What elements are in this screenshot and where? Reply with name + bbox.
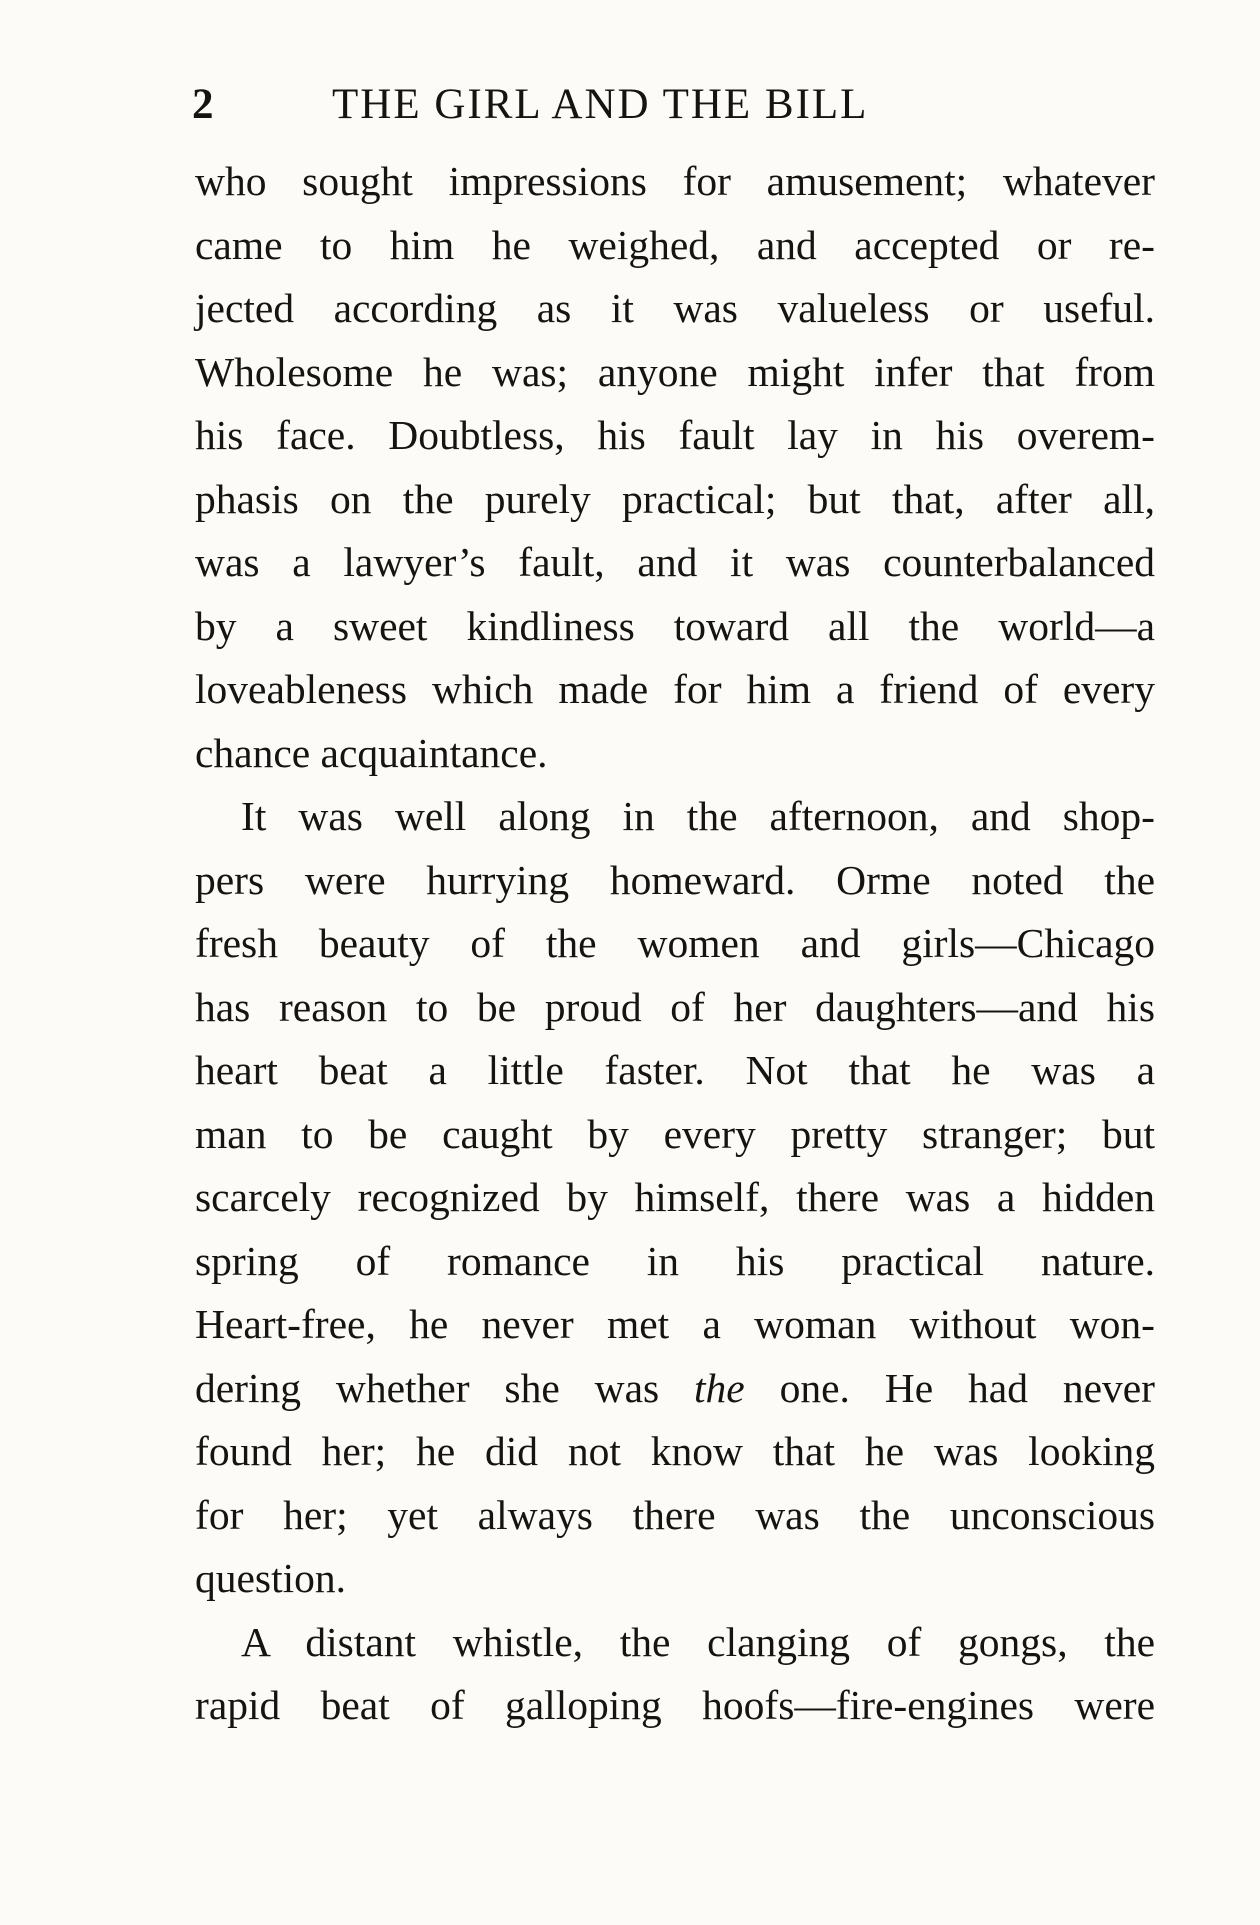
text-line: by a sweet kindliness toward all the world—a xyxy=(195,602,1155,649)
text-line: A distant whistle, the clanging of gongs, the xyxy=(241,1618,1155,1665)
text-line: for her; yet always there was the unconscious xyxy=(195,1491,1155,1538)
text-line: heart beat a little faster. Not that he was a xyxy=(195,1047,1155,1093)
text-line: came to him he weighed, and accepted or re- xyxy=(195,221,1155,268)
text-line: was a lawyer’s fault, and it was counterbalanced xyxy=(195,539,1155,585)
text-line: rapid beat of galloping hoofs—fire-engines were xyxy=(195,1682,1155,1728)
text-line: spring of romance in his practical nature. xyxy=(195,1237,1155,1284)
text-line: dering whether she was the one. He had never xyxy=(195,1364,1155,1411)
text-line: scarcely recognized by himself, there was a hidden xyxy=(195,1174,1155,1220)
body-text xyxy=(195,150,1155,1738)
text-line: found her; he did not know that he was looking xyxy=(195,1428,1155,1474)
page-header xyxy=(192,80,1152,150)
text-line: man to be caught by every pretty stranger; but xyxy=(195,1110,1155,1157)
running-head: THE GIRL AND THE BILL xyxy=(332,81,869,128)
text-line: his face. Doubtless, his fault lay in his overem- xyxy=(195,412,1155,458)
paragraph xyxy=(195,785,1155,1611)
paragraph xyxy=(195,150,1155,785)
text-line: pers were hurrying homeward. Orme noted the xyxy=(195,856,1155,903)
text-line: who sought impressions for amusement; whatever xyxy=(195,158,1155,204)
text-line: has reason to be proud of her daughters—and his xyxy=(195,983,1155,1030)
text-line: Wholesome he was; anyone might infer that from xyxy=(195,348,1155,395)
text-line: loveableness which made for him a friend of every xyxy=(195,666,1155,712)
text-line: question. xyxy=(195,1555,347,1601)
text-line: phasis on the purely practical; but that, after all, xyxy=(195,475,1155,522)
text-line: Heart-free, he never met a woman without won- xyxy=(195,1301,1155,1347)
text-line: fresh beauty of the women and girls—Chicago xyxy=(195,920,1155,966)
text-line: chance acquaintance. xyxy=(195,729,548,776)
paragraph xyxy=(195,1611,1155,1738)
page-number: 2 xyxy=(192,81,216,128)
text-line: jected according as it was valueless or useful. xyxy=(195,285,1155,331)
text-line: It was well along in the afternoon, and shop- xyxy=(241,793,1155,839)
